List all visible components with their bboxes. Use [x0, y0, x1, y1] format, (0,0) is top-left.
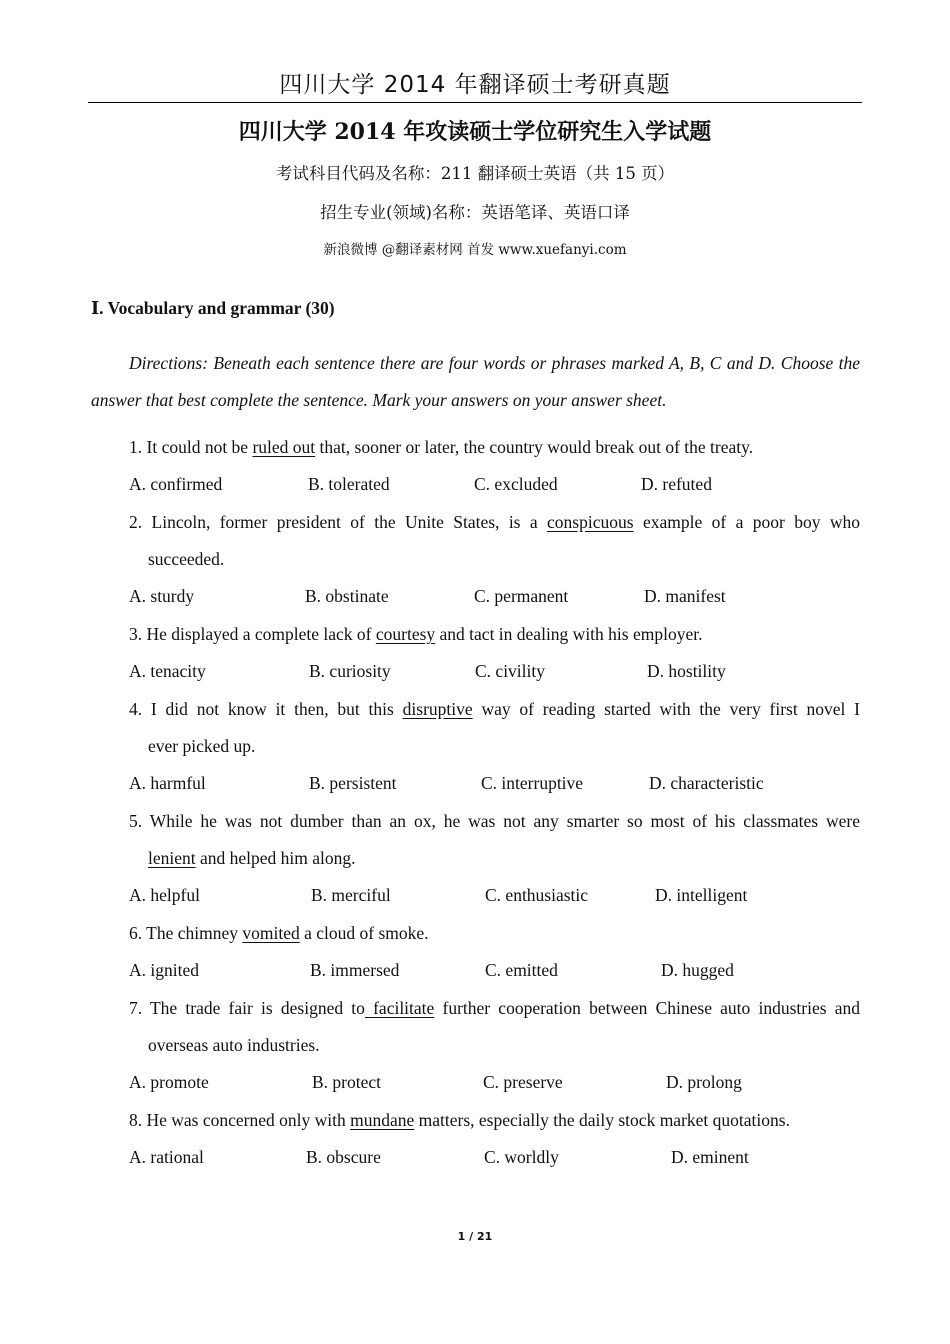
question-text: further cooperation between Chinese auto industries and [434, 998, 860, 1018]
option-b: B. curiosity [309, 661, 391, 681]
question-text: 1. It could not be [129, 437, 253, 457]
question-2-continuation: succeeded. [148, 549, 225, 569]
option-a: A. helpful [129, 885, 200, 905]
option-a: A. promote [129, 1072, 209, 1092]
page-number: 1 / 21 [457, 1230, 493, 1243]
option-a: A. ignited [129, 960, 199, 980]
option-c: C. civility [475, 661, 545, 681]
question-text: 5. While he was not dumber than an ox, he was not any smarter so most of his classmates were [129, 811, 860, 831]
option-b: B. merciful [311, 885, 391, 905]
target-word: disruptive [402, 699, 473, 719]
option-c: C. preserve [483, 1072, 563, 1092]
option-d: D. hostility [647, 661, 726, 681]
question-text: 3. He displayed a complete lack of [129, 624, 376, 644]
option-b: B. obstinate [305, 586, 389, 606]
source-note: 新浪微博 @翻译素材网 首发 www.xuefanyi.com [323, 242, 627, 258]
question-1 [129, 435, 860, 459]
header-divider [88, 102, 862, 103]
target-word: mundane [350, 1110, 415, 1130]
section-heading: Ⅰ. Vocabulary and grammar (30) [91, 298, 335, 318]
option-a: A. sturdy [129, 586, 195, 606]
option-b: B. persistent [309, 773, 397, 793]
option-c: C. enthusiastic [485, 885, 589, 905]
question-text: and tact in dealing with his employer. [435, 624, 703, 644]
question-text: example of a poor boy who [633, 512, 860, 532]
question-4 [129, 697, 860, 721]
running-header: 四川大学 2014 年翻译硕士考研真题 [279, 72, 671, 98]
question-4-continuation: ever picked up. [148, 736, 256, 756]
option-d: D. prolong [666, 1072, 742, 1092]
question-text: 6. The chimney [129, 923, 243, 943]
question-text: way of reading started with the very first novel I [472, 699, 860, 719]
exam-major: 招生专业(领域)名称：英语笔译、英语口译 [320, 203, 630, 222]
option-b: B. immersed [310, 960, 400, 980]
option-c: C. worldly [484, 1147, 559, 1167]
question-3 [129, 622, 860, 646]
option-b: B. obscure [306, 1147, 381, 1167]
exam-subject: 考试科目代码及名称：211 翻译硕士英语（共 15 页） [275, 164, 675, 183]
option-a: A. confirmed [129, 474, 223, 494]
target-word: conspicuous [547, 512, 634, 532]
target-word: facilitate [364, 998, 435, 1018]
option-c: C. emitted [485, 960, 558, 980]
option-d: D. hugged [661, 960, 734, 980]
option-d: D. refuted [641, 474, 712, 494]
question-5 [129, 809, 860, 833]
question-text: that, sooner or later, the country would break out of the treaty. [315, 437, 754, 457]
question-8 [129, 1108, 860, 1132]
target-word: ruled out [252, 437, 316, 457]
option-a: A. harmful [129, 773, 206, 793]
question-text: a cloud of smoke. [299, 923, 429, 943]
option-b: B. tolerated [308, 474, 390, 494]
directions-text: Directions: Beneath each sentence there are four words or phrases marked A, B, C and D. Choose the answer that best complete the sentence. Mark your answers on your answer sheet. [91, 353, 860, 410]
question-7-continuation: overseas auto industries. [148, 1035, 320, 1055]
question-text: 2. Lincoln, former president of the Unite States, is a [129, 512, 548, 532]
option-d: D. eminent [671, 1147, 749, 1167]
option-d: D. manifest [644, 586, 726, 606]
question-text: 4. I did not know it then, but this [129, 699, 403, 719]
option-c: C. permanent [474, 586, 569, 606]
option-c: C. interruptive [481, 773, 584, 793]
target-word: courtesy [375, 624, 436, 644]
question-text: 8. He was concerned only with [129, 1110, 351, 1130]
question-text: and helped him along. [195, 848, 356, 868]
option-a: A. tenacity [129, 661, 206, 681]
option-c: C. excluded [474, 474, 558, 494]
target-word: vomited [242, 923, 300, 943]
option-b: B. protect [312, 1072, 382, 1092]
question-text: 7. The trade fair is designed to [129, 998, 365, 1018]
question-6 [129, 921, 860, 945]
option-d: D. intelligent [655, 885, 748, 905]
option-d: D. characteristic [649, 773, 764, 793]
question-2 [129, 510, 860, 534]
option-a: A. rational [129, 1147, 204, 1167]
question-5-continuation [148, 846, 356, 870]
exam-title: 四川大学 2014 年攻读硕士学位研究生入学试题 [238, 119, 712, 145]
question-7 [129, 996, 860, 1020]
target-word: lenient [148, 848, 196, 868]
question-text: matters, especially the daily stock market quotations. [414, 1110, 790, 1130]
